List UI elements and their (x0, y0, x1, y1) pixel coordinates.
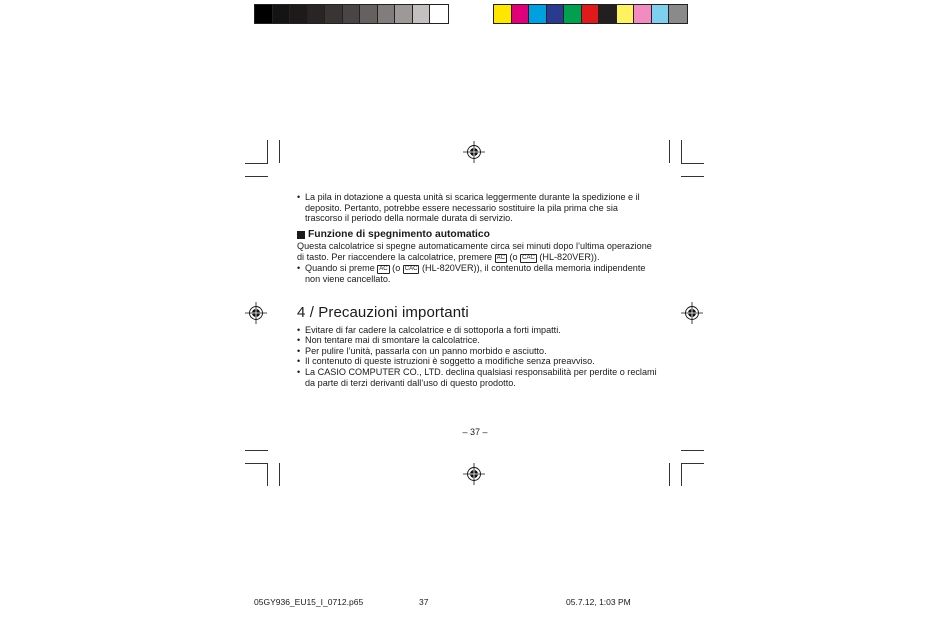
color-swatch (634, 5, 652, 23)
ac-key-icon: AC (496, 254, 505, 261)
footer-timestamp: 05.7.12, 1:03 PM (566, 597, 631, 607)
registration-mark-top-icon (463, 141, 485, 163)
color-swatch (599, 5, 617, 23)
cac-key-icon: CAC (522, 254, 535, 261)
color-swatch (343, 5, 361, 23)
cac-key-icon: CAC (404, 265, 418, 272)
list-item: • Il contenuto di queste istruzioni è soggetto a modifiche senza preavviso. (297, 356, 657, 367)
page-content (297, 192, 657, 388)
color-swatch (494, 5, 512, 23)
list-item: • La CASIO COMPUTER CO., LTD. declina qualsiasi responsabilità per perdite o reclami da parte di terzi derivanti dall’uso di questo prodotto. (297, 367, 657, 388)
registration-mark-bottom-icon (463, 463, 485, 485)
auto-off-paragraph: Questa calcolatrice si spegne automaticamente circa sei minuti dopo l’ultima operazione di tasto. Per riaccendere la calcolatrice, premere AC (o CAC (HL-820VER)). (297, 241, 652, 262)
list-item: • Per pulire l’unità, passarla con un panno morbido e asciutto. (297, 346, 657, 357)
color-swatch (290, 5, 308, 23)
color-swatch (564, 5, 582, 23)
color-swatch (413, 5, 431, 23)
list-item: • Evitare di far cadere la calcolatrice e di sottoporla a forti impatti. (297, 325, 657, 336)
color-swatch (617, 5, 635, 23)
color-swatch (529, 5, 547, 23)
color-swatch (652, 5, 670, 23)
color-swatch (430, 5, 448, 23)
process-color-bar (493, 4, 688, 24)
registration-mark-left-icon (245, 302, 267, 324)
list-item: • Non tentare mai di smontare la calcolatrice. (297, 335, 657, 346)
color-swatch (255, 5, 273, 23)
footer-page: 37 (419, 597, 429, 607)
ac-key-icon: AC (379, 265, 388, 272)
section-title: 4 / Precauzioni importanti (297, 303, 469, 321)
color-swatch (582, 5, 600, 23)
auto-off-heading-text: Funzione di spegnimento automatico (308, 228, 490, 240)
color-swatch (325, 5, 343, 23)
registration-mark-right-icon (681, 302, 703, 324)
color-swatch (512, 5, 530, 23)
auto-off-heading (297, 230, 657, 241)
grayscale-color-bar (254, 4, 449, 24)
color-swatch (360, 5, 378, 23)
footer-filename: 05GY936_EU15_I_0712.p65 (254, 597, 364, 607)
color-swatch (308, 5, 326, 23)
memory-note: • Quando si preme AC (o CAC (HL-820VER)), il contenuto della memoria indipendente non viene cancellato. (297, 263, 657, 285)
page-number: – 37 – (462, 427, 488, 437)
square-bullet-icon (297, 231, 305, 239)
color-swatch (273, 5, 291, 23)
color-swatch (547, 5, 565, 23)
battery-note: • La pila in dotazione a questa unità si scarica leggermente durante la spedizione e il deposito. Pertanto, potrebbe essere necessario sostituire la pila prima che sia trascorso il periodo della normale durata di servizio. (297, 192, 657, 224)
color-swatch (669, 5, 687, 23)
color-swatch (395, 5, 413, 23)
color-swatch (378, 5, 396, 23)
